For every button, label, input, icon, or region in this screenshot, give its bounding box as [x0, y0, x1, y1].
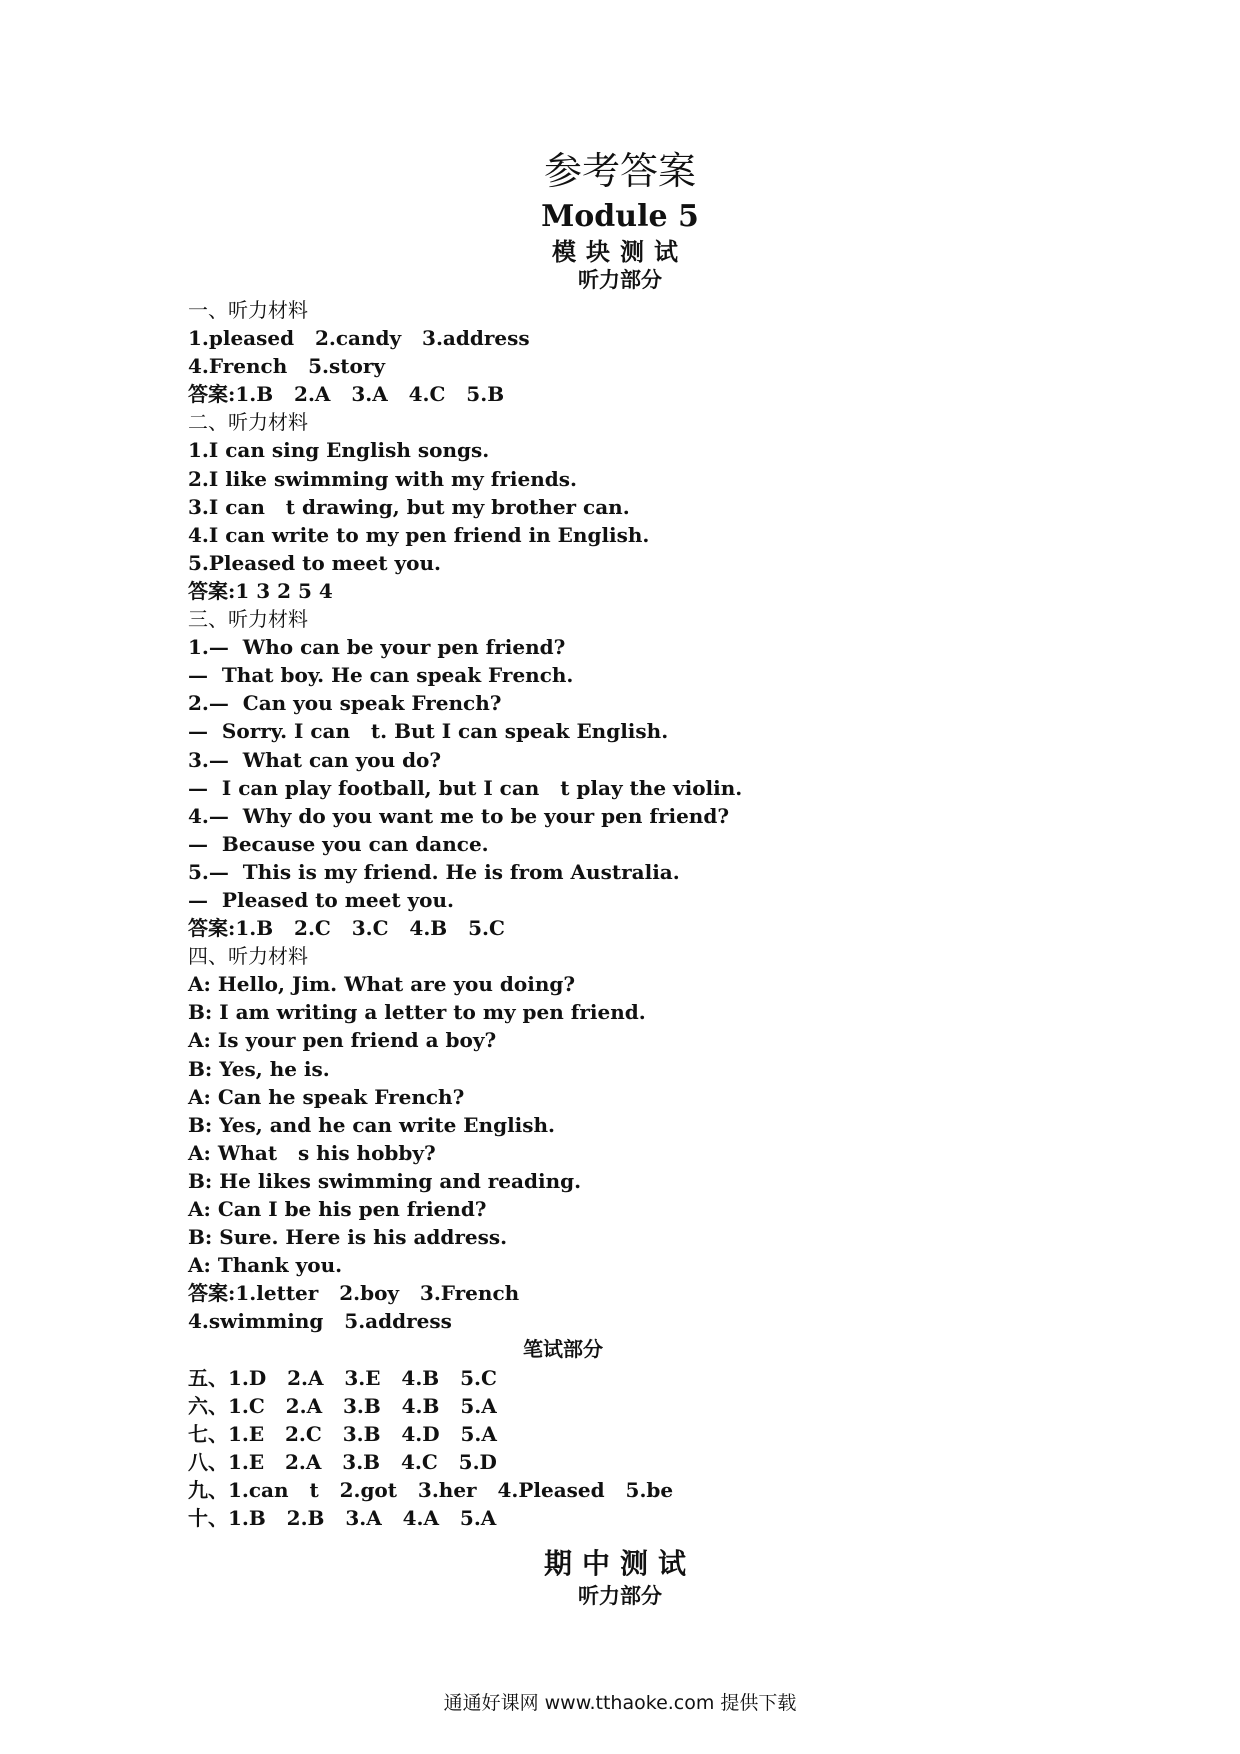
answer-line: — Sorry. I can t. But I can speak English.: [188, 719, 669, 744]
section-heading: 四、听力材料: [188, 944, 308, 969]
answer-line: 2.I like swimming with my friends.: [188, 466, 577, 491]
page-title: 参考答案: [543, 149, 696, 193]
answer-line: — Because you can dance.: [188, 831, 489, 856]
answer-line: B: Yes, he is.: [188, 1056, 330, 1081]
answer-line: 1.— Who can be your pen friend?: [188, 635, 566, 660]
answer-line: — That boy. He can speak French.: [188, 663, 574, 688]
answer-line: 4.swimming 5.address: [188, 1309, 452, 1334]
answer-line: 5.Pleased to meet you.: [188, 550, 441, 575]
answer-line: 十、1.B 2.B 3.A 4.A 5.A: [188, 1506, 497, 1531]
answer-line: A: What s his hobby?: [188, 1140, 436, 1165]
answer-line: A: Is your pen friend a boy?: [188, 1028, 497, 1053]
answer-line: 答案:1.letter 2.boy 3.French: [188, 1281, 520, 1306]
answer-line: 2.— Can you speak French?: [188, 691, 502, 716]
answer-line: 答案:1 3 2 5 4: [188, 578, 333, 603]
test-title: 模块测试: [552, 237, 688, 266]
answer-line: — I can play football, but I can t play the violin.: [188, 775, 743, 800]
answer-line: B: I am writing a letter to my pen friend.: [188, 1000, 646, 1025]
answer-line: A: Thank you.: [188, 1253, 343, 1278]
answer-line: 5.— This is my friend. He is from Australia.: [188, 859, 680, 884]
answer-line: 4.I can write to my pen friend in English.: [188, 522, 650, 547]
answer-line: A: Can he speak French?: [188, 1084, 465, 1109]
answer-line: 五、1.D 2.A 3.E 4.B 5.C: [188, 1365, 497, 1390]
page-footer: 通通好课网 www.tthaoke.com 提供下载: [443, 1692, 797, 1714]
answer-line: 八、1.E 2.A 3.B 4.C 5.D: [188, 1449, 497, 1474]
answer-line: 1.I can sing English songs.: [188, 438, 490, 463]
answer-line: 七、1.E 2.C 3.B 4.D 5.A: [188, 1421, 497, 1446]
answer-line: 3.— What can you do?: [188, 747, 442, 772]
midterm-listening-title: 听力部分: [578, 1583, 662, 1608]
listening-section-title: 听力部分: [578, 267, 662, 292]
answer-line: — Pleased to meet you.: [188, 887, 454, 912]
answer-line: 答案:1.B 2.A 3.A 4.C 5.B: [188, 382, 505, 407]
section-heading: 一、听力材料: [188, 298, 308, 322]
answer-line: B: Sure. Here is his address.: [188, 1225, 508, 1250]
answer-lines: [188, 296, 1088, 1532]
module-title: Module 5: [541, 199, 699, 234]
midterm-title: 期中测试: [543, 1547, 696, 1580]
answer-line: B: He likes swimming and reading.: [188, 1168, 582, 1193]
answer-line: A: Hello, Jim. What are you doing?: [188, 972, 576, 997]
answer-line: B: Yes, and he can write English.: [188, 1112, 556, 1137]
answer-line: A: Can I be his pen friend?: [188, 1197, 487, 1221]
answer-line: 六、1.C 2.A 3.B 4.B 5.A: [188, 1393, 497, 1418]
section-heading: 二、听力材料: [188, 410, 308, 435]
answer-line: 1.pleased 2.candy 3.address: [188, 326, 530, 351]
answer-line: 答案:1.B 2.C 3.C 4.B 5.C: [188, 916, 505, 941]
section-heading: 三、听力材料: [188, 607, 308, 632]
answer-line: 九、1.can t 2.got 3.her 4.Pleased 5.be: [188, 1477, 674, 1502]
answer-line: 4.— Why do you want me to be your pen friend?: [188, 803, 730, 828]
answer-line: 3.I can t drawing, but my brother can.: [188, 494, 630, 519]
written-section-title: 笔试部分: [523, 1337, 603, 1362]
answer-line: 4.French 5.story: [188, 354, 386, 379]
